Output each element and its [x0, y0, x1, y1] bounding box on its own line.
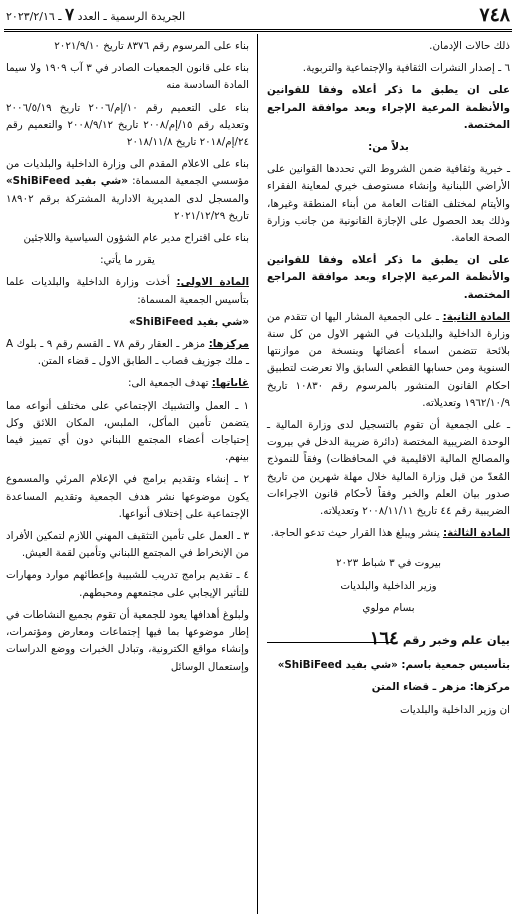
- gazette-title: [6, 6, 185, 26]
- article-3: [267, 525, 510, 542]
- paragraph: ـ خيرية وثقافية ضمن الشروط التي تحددها القوانين على الأراضي اللبنانية وإنشاء مستوصف خيري لمعاينة الفقراء والأيتام لمختلف الفئات العامة من أبناء المنطقة وغيرها، وذلك بعد الحصول على الإجازة القانونية من جانب وزارة الصحة العامة.: [267, 163, 510, 245]
- column-divider: [257, 34, 258, 914]
- paragraph: [6, 156, 249, 225]
- signature-role: وزير الداخلية والبلديات: [340, 579, 437, 592]
- center-label: مركزها:: [208, 338, 249, 351]
- article-2: [267, 309, 510, 412]
- article-label: المادة الاولى:: [176, 276, 249, 289]
- goals-paragraph: [6, 375, 249, 392]
- article-label: المادة الثالثة:: [442, 527, 510, 540]
- signature-place: بيروت في ٣ شباط ٢٠٢٣: [336, 557, 441, 570]
- goal-item: ٤ ـ تقديم برامج تدريب للشبيبة وإعطائهم موارد ومهارات للتأثير الإيجابي على مجتمعهم ومحيطهم.: [6, 569, 249, 599]
- decides-heading: يقرر ما يأتي:: [100, 254, 155, 267]
- paragraph: على ان يطبق ما ذكر أعلاه وفقا للقوانين والأنظمة المرعية الإجراء وبعد موافقة المراجع المختصة.: [267, 254, 510, 301]
- gazette-name: الجريدة الرسمية ـ العدد: [77, 10, 186, 23]
- article-text: ينشر ويبلغ هذا القرار حيث تدعو الحاجة.: [270, 527, 443, 540]
- notice-rule: [267, 642, 392, 643]
- article-label: المادة الثانية:: [442, 310, 510, 323]
- association-name: «شي بفيد ShiBiFeed»: [128, 315, 249, 328]
- association-name: «شي بفيد ShiBiFeed»: [6, 175, 128, 188]
- paragraph: بناء على اقتراح مدير عام الشؤون السياسية واللاجئين: [23, 232, 249, 245]
- article-text: أخذت وزارة الداخلية والبلديات علما بتأسيس الجمعية المسماة:: [6, 276, 249, 306]
- paragraph: ٦ ـ إصدار النشرات الثقافية والإجتماعية والتربوية.: [302, 62, 510, 75]
- signature-name: بسام مولوي: [362, 601, 415, 614]
- paragraph: بناء على المرسوم رقم ٨٣٧٦ تاريخ ٢٠٢١/٩/١٠: [54, 40, 249, 52]
- text-run: بناء على الاعلام المقدم الى وزارة الداخلية والبلديات من مؤسسي الجمعية المسماة:: [6, 158, 249, 188]
- goal-item: ولبلوغ أهدافها يعود للجمعية أن تقوم بجميع النشاطات في إطار موضوعها بما فيها إجتماعات ومعارض ومؤتمرات، وإنشاء مواقع الكترونية، وتبادل الخبرات ووضع الدراسات وإستعمال الوسائل: [6, 608, 249, 673]
- center-paragraph: [6, 336, 249, 370]
- paragraph: ـ على الجمعية أن تقوم بالتسجيل لدى وزارة المالية ـ الوحدة الضريبية المختصة (دائرة ضريبة الدخل في بيروت والمصالح المالية الاقليمية في المحافظات) وفقاً للنموذج المُعدّ من قبل وزارة المالية خلال مهلة شهرين من تاريخ صدور بيان العلم والخبر وفقاً لأحكام قانون الاجراءات الضريبية رقم ٤٤ تاريخ ٢٠٠٨/١١/١١ وتعديلاته.: [267, 419, 510, 518]
- goals-text: تهدف الجمعية الى:: [127, 377, 212, 390]
- notice-title: بيان علم وخبر رقم: [402, 633, 510, 648]
- notice-block: [267, 627, 510, 719]
- right-column: [267, 38, 510, 725]
- heading: بدلاً من:: [368, 141, 409, 154]
- center-text: مزهر ـ العقار رقم ٧٨ ـ القسم رقم ٩ ـ بلوك A ـ ملك جوزيف قصاب ـ الطابق الاول ـ قضاء المتن.: [6, 338, 249, 368]
- issue-date: ـ ٢٠٢٣/٢/١٦: [6, 10, 62, 23]
- issue-number: ٧: [65, 5, 75, 25]
- paragraph: بناء على قانون الجمعيات الصادر في ٣ آب ١٩٠٩ ولا سيما المادة السادسة منه: [6, 62, 250, 92]
- goal-item: ١ ـ العمل والتشبيك الإجتماعي على مختلف أنواعه مما يتضمن تأمين المأكل، الملبس، المكان اللائق وكل إحتياجات أعضاء المجتمع اللبناني دون أي تمييز فيما بينهم.: [6, 399, 249, 464]
- left-column: [6, 38, 249, 681]
- notice-number: ١٦٤: [369, 628, 399, 650]
- page-number: ٧٤٨: [479, 4, 510, 26]
- paragraph: على ان يطبق ما ذكر أعلاه وفقا للقوانين والأنظمة المرعية الإجراء وبعد موافقة المراجع المختصة.: [267, 84, 510, 131]
- paragraph: بناء على التعميم رقم ١٠/إم/٢٠٠٦ تاريخ ٢٠٠٦/٥/١٩ وتعديله رقم ١٥/إم/٢٠٠٨ تاريخ ٢٠٠٨/٩/١٢ والتعميم رقم ٢٤/إم/٢٠١٨ تاريخ ٢٠١٨/١١/٨: [6, 101, 249, 149]
- goal-item: ٣ ـ العمل على تأمين التثقيف المهني اللازم لتمكين الأفراد من الإنخراط في المجتمع اللبناني وتأمين لقمة العيش.: [6, 530, 249, 560]
- goals-label: غاياتها:: [211, 377, 249, 390]
- goal-item: ٢ ـ إنشاء وتقديم برامج في الإعلام المرئي والمسموع يكون موضوعها نشر هدف الجمعية وتقديم المساعدة الإجتماعية على إختلاف أنواعها.: [6, 473, 249, 520]
- notice-from: ان وزير الداخلية والبلديات: [400, 703, 510, 716]
- text-run: والمسجل لدى المديرية الادارية المشتركة برقم ١٨٩٠٢ تاريخ ٢٠٢١/١٢/٢٩: [6, 192, 249, 222]
- page-header: [4, 4, 512, 26]
- paragraph: ذلك حالات الإدمان.: [429, 40, 510, 52]
- notice-association: بتأسيس جمعية باسم: «شي بفيد ShiBiFeed»: [277, 659, 510, 672]
- article-text: ـ على الجمعية المشار اليها ان تتقدم من وزارة الداخلية والبلديات في الشهر الاول من كل سنة بلائحة تتضمن اسماء أعضائها وبنسخة من موازنتها السنوية ومن حسابها القطعي السابق والا تعرضت لتطبيق احكام القانون المنشور بالمرسوم رقم ١٠٨٣٠ تاريخ ١٩٦٢/١٠/٩ وتعديلاته.: [267, 310, 510, 409]
- notice-center: مركزها: مزهر ـ قضاء المتن: [371, 681, 510, 694]
- header-rule: [4, 29, 512, 32]
- notice-heading: [267, 627, 510, 657]
- article-1: [6, 274, 249, 308]
